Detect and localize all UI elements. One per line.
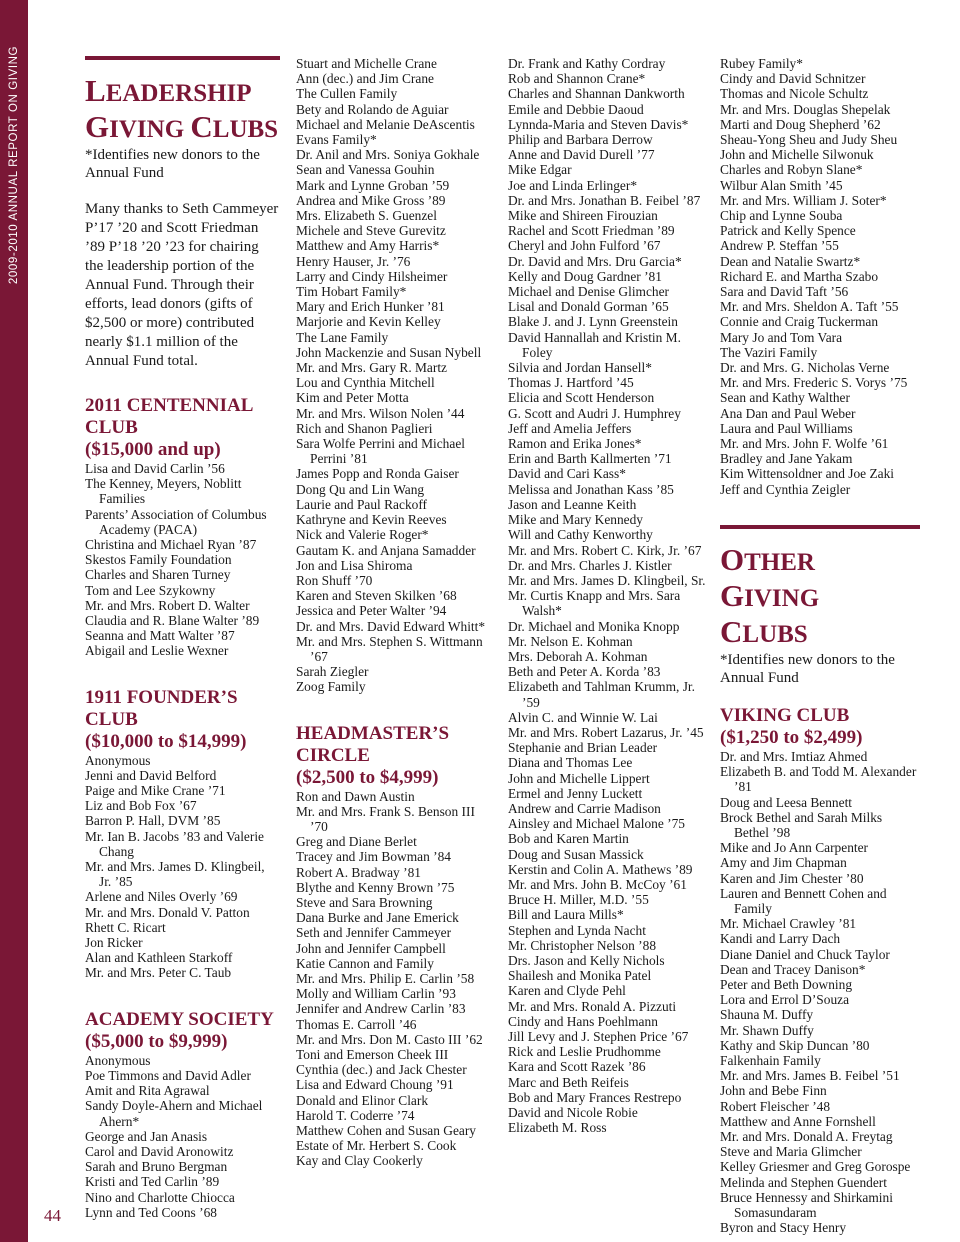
headmaster-list-part3 xyxy=(720,56,920,497)
donor-name: Anonymous xyxy=(85,1052,151,1068)
donor-name: James Popp and Ronda Gaiser xyxy=(296,466,459,482)
donor-name: David and Nicole Robie xyxy=(508,1105,638,1121)
page-number: 44 xyxy=(44,1206,61,1225)
donor-name: Mr. and Mrs. Douglas Shepelak xyxy=(720,101,891,117)
donor-name: Mr. and Mrs. William J. Soter* xyxy=(720,192,887,208)
donor-name: Dr. and Mrs. Jonathan B. Feibel ’87 xyxy=(508,192,701,208)
donor-name: Elizabeth and Tahlman Krumm, Jr. ’59 xyxy=(508,679,695,710)
donor-name: John and Bebe Finn xyxy=(720,1083,827,1099)
leadership-heading: LEADERSHIP GIVING CLUBS xyxy=(85,73,279,144)
donor-name: Seanna and Matt Walter ’87 xyxy=(85,628,235,644)
column-2 xyxy=(296,56,496,1169)
donor-name: Nino and Charlotte Chiocca xyxy=(85,1189,235,1205)
donor-name: John Mackenzie and Susan Nybell xyxy=(296,344,482,360)
donor-name: Marti and Doug Shepherd ’62 xyxy=(720,116,881,132)
donor-name: Thomas and Nicole Schultz xyxy=(720,86,869,102)
donor-name: Lauren and Bennett Cohen and Family xyxy=(720,885,887,916)
donor-name: Mary and Erich Hunker ’81 xyxy=(296,299,445,315)
donor-name: Philip and Barbara Derrow xyxy=(508,132,653,148)
academy-title: ACADEMY SOCIETY xyxy=(85,1008,274,1030)
donor-name: Kay and Clay Cookerly xyxy=(296,1153,423,1169)
donor-name: Alan and Kathleen Starkoff xyxy=(85,950,233,966)
donor-name: Ron and Dawn Austin xyxy=(296,788,415,804)
donor-name: Dr. and Mrs. Imtiaz Ahmed xyxy=(720,748,868,764)
new-donor-note: *Identifies new donors to the Annual Fund xyxy=(720,651,895,686)
donor-name: Doug and Leesa Bennett xyxy=(720,794,853,810)
donor-name: Drs. Jason and Kelly Nichols xyxy=(508,952,665,968)
donor-name: Mike Edgar xyxy=(508,162,572,178)
donor-name: Kathryne and Kevin Reeves xyxy=(296,512,447,528)
donor-name: Mr. and Mrs. Frederic S. Vorys ’75 xyxy=(720,375,908,391)
donor-name: Amit and Rita Agrawal xyxy=(85,1083,210,1099)
donor-name: Connie and Craig Tuckerman xyxy=(720,314,879,330)
donor-name: John and Michelle Lippert xyxy=(508,770,650,786)
donor-name: Ana Dan and Paul Weber xyxy=(720,405,856,421)
donor-name: Jon Ricker xyxy=(85,935,143,951)
intro-paragraph: Many thanks to Seth Cammeyer P’17 ’20 and Scott Friedman ’89 P’18 ’20 ’23 for chairing the leadership portion of the Annual Fund. Through their efforts, lead donors (gifts of $2,500 or more) contributed nearly $1.1 million of the Annual Fund total. xyxy=(85,201,279,369)
donor-name: Thomas J. Hartford ’45 xyxy=(508,375,634,391)
donor-name: Peter and Beth Downing xyxy=(720,976,853,992)
donor-name: Carol and David Aronowitz xyxy=(85,1143,234,1159)
donor-name: Charles and Sharen Turney xyxy=(85,567,231,583)
donor-name: Arlene and Niles Overly ’69 xyxy=(85,889,238,905)
donor-name: Mr. and Mrs. Ronald A. Pizzuti xyxy=(508,998,677,1014)
donor-name: Charles and Robyn Slane* xyxy=(720,162,863,178)
donor-name: Mr. and Mrs. Wilson Nolen ’44 xyxy=(296,405,465,421)
donor-name: The Cullen Family xyxy=(296,86,398,102)
donor-name: Cindy and David Schnitzer xyxy=(720,71,866,87)
donor-name: Rob and Shannon Crane* xyxy=(508,71,646,87)
donor-name: Christina and Michael Ryan ’87 xyxy=(85,537,257,553)
donor-name: Blythe and Kenny Brown ’75 xyxy=(296,879,455,895)
donor-name: Mr. and Mrs. Peter C. Taub xyxy=(85,965,232,981)
donor-name: Jessica and Peter Walter ’94 xyxy=(296,603,447,619)
donor-name: Donald and Elinor Clark xyxy=(296,1092,429,1108)
donor-name: Mr. and Mrs. Robert C. Kirk, Jr. ’67 xyxy=(508,542,702,558)
donor-name: David Hannallah and Kristin M. Foley xyxy=(508,329,681,360)
donor-name: Chip and Lynne Souba xyxy=(720,208,843,224)
donor-name: Zoog Family xyxy=(296,679,366,695)
donor-name: Sara Wolfe Perrini and Michael Perrini ’81 xyxy=(296,436,465,467)
donor-name: Brock Bethel and Sarah Milks Bethel ’98 xyxy=(720,809,883,840)
donor-name: Jenni and David Belford xyxy=(85,767,217,783)
donor-name: Rich and Shanon Paglieri xyxy=(296,420,433,436)
donor-name: Dr. and Mrs. Charles J. Kistler xyxy=(508,557,672,573)
donor-name: Shauna M. Duffy xyxy=(720,1007,814,1023)
donor-name: Bruce H. Miller, M.D. ’55 xyxy=(508,892,649,908)
donor-name: Lora and Errol D’Souza xyxy=(720,992,850,1008)
donor-name: Mr. and Mrs. James B. Feibel ’51 xyxy=(720,1068,900,1084)
donor-name: The Vaziri Family xyxy=(720,344,818,360)
donor-name: Jon and Lisa Shiroma xyxy=(296,557,413,573)
donor-name: Sarah and Bruno Bergman xyxy=(85,1159,228,1175)
donor-name: Kerstin and Colin A. Mathews ’89 xyxy=(508,861,693,877)
donor-name: Molly and William Carlin ’93 xyxy=(296,986,456,1002)
donor-name: Matthew and Amy Harris* xyxy=(296,238,440,254)
donor-name: Gautam K. and Anjana Samadder xyxy=(296,542,476,558)
donor-name: Evans Family* xyxy=(296,132,377,148)
donor-name: Sean and Kathy Walther xyxy=(720,390,850,406)
donor-name: Cheryl and John Fulford ’67 xyxy=(508,238,661,254)
donor-name: Robert A. Bradway ’81 xyxy=(296,864,421,880)
academy-list-part2 xyxy=(296,56,496,695)
donor-name: Karen and Steven Skilken ’68 xyxy=(296,588,457,604)
donor-name: Joe and Linda Erlinger* xyxy=(508,177,638,193)
donor-name: Michael and Denise Glimcher xyxy=(508,284,670,300)
donor-name: Mr. and Mrs. Donald V. Patton xyxy=(85,904,250,920)
donor-name: Mr. Ian B. Jacobs ’83 and Valerie Chang xyxy=(85,828,264,859)
donor-name: Rachel and Scott Friedman ’89 xyxy=(508,223,675,239)
donor-name: Michele and Steve Gurevitz xyxy=(296,223,446,239)
donor-name: Michael and Melanie DeAscentis xyxy=(296,116,475,132)
donor-name: Mike and Jo Ann Carpenter xyxy=(720,840,869,856)
donor-name: Claudia and R. Blane Walter ’89 xyxy=(85,613,260,629)
donor-name: Lynnda-Maria and Steven Davis* xyxy=(508,116,689,132)
donor-name: Will and Cathy Kenworthy xyxy=(508,527,653,543)
donor-name: Byron and Stacy Henry xyxy=(720,1220,847,1236)
donor-name: Dr. and Mrs. David Edward Whitt* xyxy=(296,618,486,634)
donor-name: Ron Shuff ’70 xyxy=(296,572,373,588)
donor-name: Mr. and Mrs. Frank S. Benson III ’70 xyxy=(296,803,475,834)
donor-name: Abigail and Leslie Wexner xyxy=(85,643,229,659)
founders-list xyxy=(85,753,280,981)
donor-name: Bruce Hennessy and Shirkamini Somasundaram xyxy=(720,1189,893,1220)
donor-name: Mr. and Mrs. Sheldon A. Taft ’55 xyxy=(720,299,899,315)
donor-name: Mr. and Mrs. Philip E. Carlin ’58 xyxy=(296,970,475,986)
academy-list-part1 xyxy=(85,1053,280,1220)
donor-name: Bradley and Jane Yakam xyxy=(720,451,853,467)
donor-name: Mr. Curtis Knapp and Mrs. Sara Walsh* xyxy=(508,588,681,619)
headmaster-list-part1 xyxy=(296,789,496,1169)
section-rule xyxy=(85,56,280,60)
academy-range: ($5,000 to $9,999) xyxy=(85,1030,228,1052)
donor-name: Seth and Jennifer Cammeyer xyxy=(296,925,452,941)
donor-name: Sheau-Yong Sheu and Judy Sheu xyxy=(720,132,898,148)
donor-name: Sandy Doyle-Ahern and Michael Ahern* xyxy=(85,1098,263,1129)
donor-name: Amy and Jim Chapman xyxy=(720,855,847,871)
founders-range: ($10,000 to $14,999) xyxy=(85,730,247,752)
headmaster-title: HEADMASTER’S CIRCLE xyxy=(296,722,450,766)
donor-name: Kim Wittensoldner and Joe Zaki xyxy=(720,466,894,482)
donor-name: Dr. Frank and Kathy Cordray xyxy=(508,56,666,71)
donor-name: Rubey Family* xyxy=(720,56,803,71)
donor-name: Mary Jo and Tom Vara xyxy=(720,329,843,345)
donor-name: Cynthia (dec.) and Jack Chester xyxy=(296,1062,467,1078)
donor-name: Toni and Emerson Cheek III xyxy=(296,1046,449,1062)
donor-name: Diana and Thomas Lee xyxy=(508,755,633,771)
donor-name: Mr. and Mrs. Stephen S. Wittmann ’67 xyxy=(296,633,483,664)
donor-name: Mr. Michael Crawley ’81 xyxy=(720,916,857,932)
donor-name: Henry Hauser, Jr. ’76 xyxy=(296,253,411,269)
donor-name: Dana Burke and Jane Emerick xyxy=(296,910,459,926)
donor-name: Thomas E. Carroll ’46 xyxy=(296,1016,417,1032)
donor-name: Elizabeth B. and Todd M. Alexander ’81 xyxy=(720,764,917,795)
donor-name: Paige and Mike Crane ’71 xyxy=(85,783,226,799)
donor-name: Dean and Tracey Danison* xyxy=(720,961,866,977)
donor-name: Lisa and David Carlin ’56 xyxy=(85,461,225,476)
donor-name: Skestos Family Foundation xyxy=(85,552,232,568)
donor-name: Dong Qu and Lin Wang xyxy=(296,481,425,497)
donor-name: Emile and Debbie Daoud xyxy=(508,101,644,117)
donor-name: Kara and Scott Razek ’86 xyxy=(508,1059,646,1075)
donor-name: Ainsley and Michael Malone ’75 xyxy=(508,816,686,832)
donor-name: Mr. and Mrs. Robert Lazarus, Jr. ’45 xyxy=(508,724,704,740)
donor-name: Ermel and Jenny Luckett xyxy=(508,785,643,801)
donor-name: Laurie and Paul Rackoff xyxy=(296,496,428,512)
donor-name: Kandi and Larry Dach xyxy=(720,931,841,947)
section-rule xyxy=(720,525,920,529)
donor-name: Jennifer and Andrew Carlin ’83 xyxy=(296,1001,466,1017)
donor-name: Ramon and Erika Jones* xyxy=(508,436,642,452)
donor-name: Elizabeth M. Ross xyxy=(508,1120,607,1136)
donor-name: Karen and Jim Chester ’80 xyxy=(720,870,864,886)
donor-name: Marc and Beth Reifeis xyxy=(508,1074,629,1090)
donor-name: Dr. David and Mrs. Dru Garcia* xyxy=(508,253,682,269)
donor-name: Lou and Cynthia Mitchell xyxy=(296,375,435,391)
donor-name: Elicia and Scott Henderson xyxy=(508,390,655,406)
donor-name: Sean and Vanessa Gouhin xyxy=(296,162,435,178)
donor-name: Andrea and Mike Gross ’89 xyxy=(296,192,446,208)
report-title-vertical: 2009-2010 ANNUAL REPORT ON GIVING xyxy=(8,45,20,285)
donor-name: Jeff and Cynthia Zeigler xyxy=(720,481,851,497)
donor-name: Stuart and Michelle Crane xyxy=(296,56,437,71)
donor-name: Steve and Sara Browning xyxy=(296,894,433,910)
donor-name: Tom and Lee Szykowny xyxy=(85,582,216,598)
donor-name: Blake J. and J. Lynn Greenstein xyxy=(508,314,678,330)
centennial-list xyxy=(85,461,280,659)
donor-name: Karen and Clyde Pehl xyxy=(508,983,626,999)
donor-name: Kathy and Skip Duncan ’80 xyxy=(720,1037,870,1053)
column-4 xyxy=(720,56,920,1235)
donor-name: Bob and Karen Martin xyxy=(508,831,629,847)
headmaster-range: ($2,500 to $4,999) xyxy=(296,766,439,788)
donor-name: Erin and Barth Kallmerten ’71 xyxy=(508,451,672,467)
donor-name: Mike and Shireen Firouzian xyxy=(508,208,658,224)
donor-name: Robert Fleischer ’48 xyxy=(720,1098,831,1114)
donor-name: Bill and Laura Mills* xyxy=(508,907,624,923)
donor-name: Doug and Susan Massick xyxy=(508,846,644,862)
donor-name: Dr. Michael and Monika Knopp xyxy=(508,618,680,634)
donor-name: Mr. and Mrs. Gary R. Martz xyxy=(296,360,447,376)
donor-name: Andrew P. Steffan ’55 xyxy=(720,238,839,254)
donor-name: Bob and Mary Frances Restrepo xyxy=(508,1089,682,1105)
centennial-title: 2011 CENTENNIAL CLUB xyxy=(85,395,253,438)
donor-name: Bety and Rolando de Aguiar xyxy=(296,101,449,117)
donor-name: Wilbur Alan Smith ’45 xyxy=(720,177,843,193)
donor-name: Sara and David Taft ’56 xyxy=(720,284,849,300)
donor-name: Nick and Valerie Roger* xyxy=(296,527,429,543)
donor-name: Poe Timmons and David Adler xyxy=(85,1067,251,1083)
donor-name: Kim and Peter Motta xyxy=(296,390,409,406)
donor-name: Liz and Bob Fox ’67 xyxy=(85,798,197,814)
donor-name: Mrs. Elizabeth S. Guenzel xyxy=(296,208,437,224)
donor-name: Lisal and Donald Gorman ’65 xyxy=(508,299,669,315)
donor-name: Silvia and Jordan Hansell* xyxy=(508,360,652,376)
viking-range: ($1,250 to $2,499) xyxy=(720,726,863,748)
donor-name: Richard E. and Martha Szabo xyxy=(720,268,879,284)
donor-name: Patrick and Kelly Spence xyxy=(720,223,856,239)
donor-name: Mr. Christopher Nelson ’88 xyxy=(508,937,657,953)
donor-name: Rick and Leslie Prudhomme xyxy=(508,1044,661,1060)
donor-name: Shailesh and Monika Patel xyxy=(508,968,652,984)
column-1 xyxy=(85,56,280,1220)
donor-name: Stephen and Lynda Nacht xyxy=(508,922,646,938)
donor-name: John and Michelle Silwonuk xyxy=(720,147,874,163)
donor-name: Diane Daniel and Chuck Taylor xyxy=(720,946,890,962)
donor-name: Ann (dec.) and Jim Crane xyxy=(296,71,434,87)
headmaster-list-part2 xyxy=(508,56,708,1135)
donor-name: Dean and Natalie Swartz* xyxy=(720,253,861,269)
donor-name: Charles and Shannan Dankworth xyxy=(508,86,685,102)
donor-name: G. Scott and Audri J. Humphrey xyxy=(508,405,681,421)
donor-name: Lisa and Edward Choung ’91 xyxy=(296,1077,454,1093)
donor-name: Marjorie and Kevin Kelley xyxy=(296,314,441,330)
donor-name: Mark and Lynne Groban ’59 xyxy=(296,177,450,193)
donor-name: Mr. and Mrs. John F. Wolfe ’61 xyxy=(720,436,889,452)
donor-name: Mr. and Mrs. Donald A. Freytag xyxy=(720,1128,893,1144)
donor-name: Jeff and Amelia Jeffers xyxy=(508,420,632,436)
viking-list xyxy=(720,749,920,1236)
donor-name: Kelly and Doug Gardner ’81 xyxy=(508,268,662,284)
donor-name: Mr. and Mrs. Don M. Casto III ’62 xyxy=(296,1031,483,1047)
donor-name: Parents’ Association of Columbus Academy (PACA) xyxy=(85,506,267,537)
donor-name: Mr. and Mrs. John B. McCoy ’61 xyxy=(508,876,687,892)
centennial-range: ($15,000 and up) xyxy=(85,439,221,460)
donor-name: Barron P. Hall, DVM ’85 xyxy=(85,813,221,829)
donor-name: Dr. Anil and Mrs. Soniya Gokhale xyxy=(296,147,480,163)
donor-name: Mike and Mary Kennedy xyxy=(508,512,643,528)
donor-name: Melinda and Stephen Guendert xyxy=(720,1174,887,1190)
viking-title: VIKING CLUB xyxy=(720,704,850,726)
donor-name: David and Cari Kass* xyxy=(508,466,626,482)
donor-name: Mr. and Mrs. James D. Klingbeil, Jr. ’85 xyxy=(85,859,265,890)
donor-name: Jason and Leanne Keith xyxy=(508,496,637,512)
donor-name: Katie Cannon and Family xyxy=(296,955,434,971)
donor-name: Kelley Griesmer and Greg Gorospe xyxy=(720,1159,911,1175)
donor-name: The Lane Family xyxy=(296,329,389,345)
donor-name: Mr. Shawn Duffy xyxy=(720,1022,814,1038)
other-clubs-heading: OTHER GIVING CLUBS xyxy=(720,541,820,649)
new-donor-note: *Identifies new donors to the Annual Fund xyxy=(85,147,260,181)
donor-name: Stephanie and Brian Leader xyxy=(508,740,658,756)
donor-name: Kristi and Ted Carlin ’89 xyxy=(85,1174,220,1190)
donor-name: George and Jan Anasis xyxy=(85,1128,208,1144)
donor-name: Sarah Ziegler xyxy=(296,664,369,680)
donor-name: Melissa and Jonathan Kass ’85 xyxy=(508,481,674,497)
donor-name: Matthew and Anne Fornshell xyxy=(720,1113,876,1129)
donor-name: Mr. Nelson E. Kohman xyxy=(508,633,633,649)
donor-name: Greg and Diane Berlet xyxy=(296,834,417,850)
donor-name: Tracey and Jim Bowman ’84 xyxy=(296,849,451,865)
donor-name: Mr. and Mrs. Robert D. Walter xyxy=(85,597,250,613)
donor-name: Jill Levy and J. Stephen Price ’67 xyxy=(508,1029,689,1044)
donor-name: Andrew and Carrie Madison xyxy=(508,800,661,816)
donor-name: The Kenney, Meyers, Noblitt Families xyxy=(85,476,242,507)
donor-name: Mr. and Mrs. James D. Klingbeil, Sr. xyxy=(508,572,706,588)
donor-name: Steve and Maria Glimcher xyxy=(720,1144,862,1160)
donor-name: Anne and David Durell ’77 xyxy=(508,147,655,163)
donor-name: Harold T. Coderre ’74 xyxy=(296,1107,415,1123)
donor-name: Alvin C. and Winnie W. Lai xyxy=(508,709,658,725)
donor-name: Beth and Peter A. Korda ’83 xyxy=(508,664,661,680)
sidebar-band xyxy=(0,0,28,1242)
column-3 xyxy=(508,56,708,1135)
donor-name: Matthew Cohen and Susan Geary xyxy=(296,1123,476,1138)
donor-name: Estate of Mr. Herbert S. Cook xyxy=(296,1138,457,1154)
donor-name: Mrs. Deborah A. Kohman xyxy=(508,648,648,664)
donor-name: Cindy and Hans Poehlmann xyxy=(508,1013,658,1029)
donor-name: John and Jennifer Campbell xyxy=(296,940,446,956)
donor-name: Tim Hobart Family* xyxy=(296,284,407,300)
donor-name: Larry and Cindy Hilsheimer xyxy=(296,268,448,284)
donor-name: Falkenhain Family xyxy=(720,1052,821,1068)
founders-title: 1911 FOUNDER’S CLUB xyxy=(85,686,238,730)
donor-name: Lynn and Ted Coons ’68 xyxy=(85,1204,217,1220)
donor-name: Laura and Paul Williams xyxy=(720,420,853,436)
donor-name: Rhett C. Ricart xyxy=(85,919,166,935)
donor-name: Dr. and Mrs. G. Nicholas Verne xyxy=(720,360,890,376)
donor-name: Anonymous xyxy=(85,752,151,768)
